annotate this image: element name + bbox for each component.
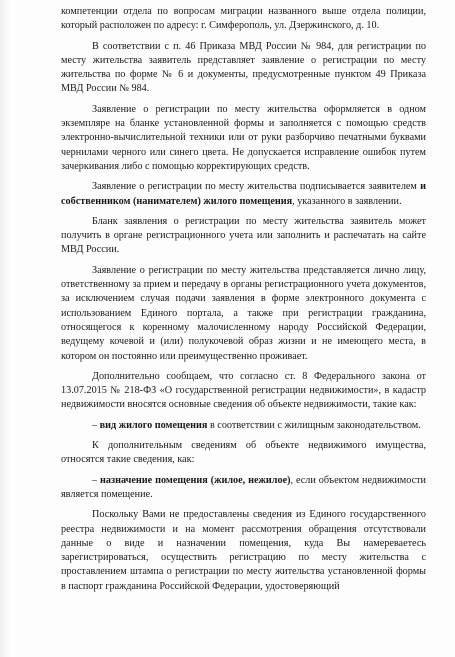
paragraph-4 (61, 180, 426, 209)
paragraph-7: Дополнительно сообщаем, что согласно ст. 8 Федерального закона от 13.07.2015 № 218-ФЗ «О государственной регистрации недвижимости», в кадастр недвижимости вносятся основные сведения об объекте недвижимости, такие как: (61, 370, 426, 411)
paragraph-9: К дополнительным сведениям об объекте недвижимого имущества, относятся такие сведения, как: (61, 440, 426, 466)
paragraph-8-post: в соответствии с жилищным законодательством. (207, 419, 421, 431)
paragraph-10-pre: – (92, 474, 101, 486)
paragraph-10 (61, 474, 426, 503)
paragraph-10-post: , если объектом недвижимости является помещение. (61, 474, 427, 500)
paragraph-2: В соответствии с п. 46 Приказа МВД России № 984, для регистрации по месту жительства заявитель представляет заявление о регистрации по месту жительства по форме № 6 и документы, предусмотренные пунктом 49 Приказа МВД России № 984. (61, 40, 426, 95)
paragraph-4-pre: Заявление о регистрации по месту жительства подписывается заявителем (92, 181, 421, 193)
paragraph-6: Заявление о регистрации по месту жительства представляется лично лицу, ответственному за прием и передачу в органы регистрационного учета документов, за исключением случая подачи заявления в форме электронного документа с использованием Единого портала, а также при регистрации гражданина, относящегося к коренному малочисленному народу Российской Федерации, ведущему кочевой и (или) полукочевой образ жизни и не имеющего места, в котором он постоянно или преимущественно проживает. (61, 264, 426, 362)
paragraph-11: Поскольку Вами не предоставлены сведения из Единого государственного реестра недвижимости и на момент рассмотрения обращения отсутствовали данные о виде и назначении помещения, куда Вы намереваетесь зарегистрироваться, осуществить регистрацию по месту жительства с проставлением штампа о регистрации по месту жительства установленной формы в паспорт гражданина Российской Федерации, удостоверяющий (61, 509, 426, 592)
paragraph-10-bold: назначение помещения (жилое, нежилое) (100, 474, 291, 486)
paragraph-1: компетенции отдела по вопросам миграции названного выше отдела полиции, который расположен по адресу: г. Симферополь, ул. Дзержинского, д. 10. (61, 6, 426, 32)
paragraph-8 (61, 419, 426, 433)
paragraph-4-bold: и собственником (нанимателем) жилого помещения (61, 181, 426, 207)
paragraph-8-bold: вид жилого помещения (99, 419, 208, 431)
paragraph-5: Бланк заявления о регистрации по месту жительства заявитель может получить в органе регистрационного учета или заполнить и распечатать на сайте МВД России. (61, 215, 426, 256)
paragraph-4-post: , указанного в заявлении. (292, 195, 402, 207)
paragraph-3: Заявление о регистрации по месту жительства оформляется в одном экземпляре на бланке установленной формы и заполняется с помощью средств электронно-вычислительной техники или от руки разборчиво печатными буквами чернилами черного или синего цвета. Не допускается исправление ошибок путем зачеркивания либо с помощью корректирующих средств. (61, 103, 426, 172)
paragraph-8-pre: – (92, 419, 100, 431)
